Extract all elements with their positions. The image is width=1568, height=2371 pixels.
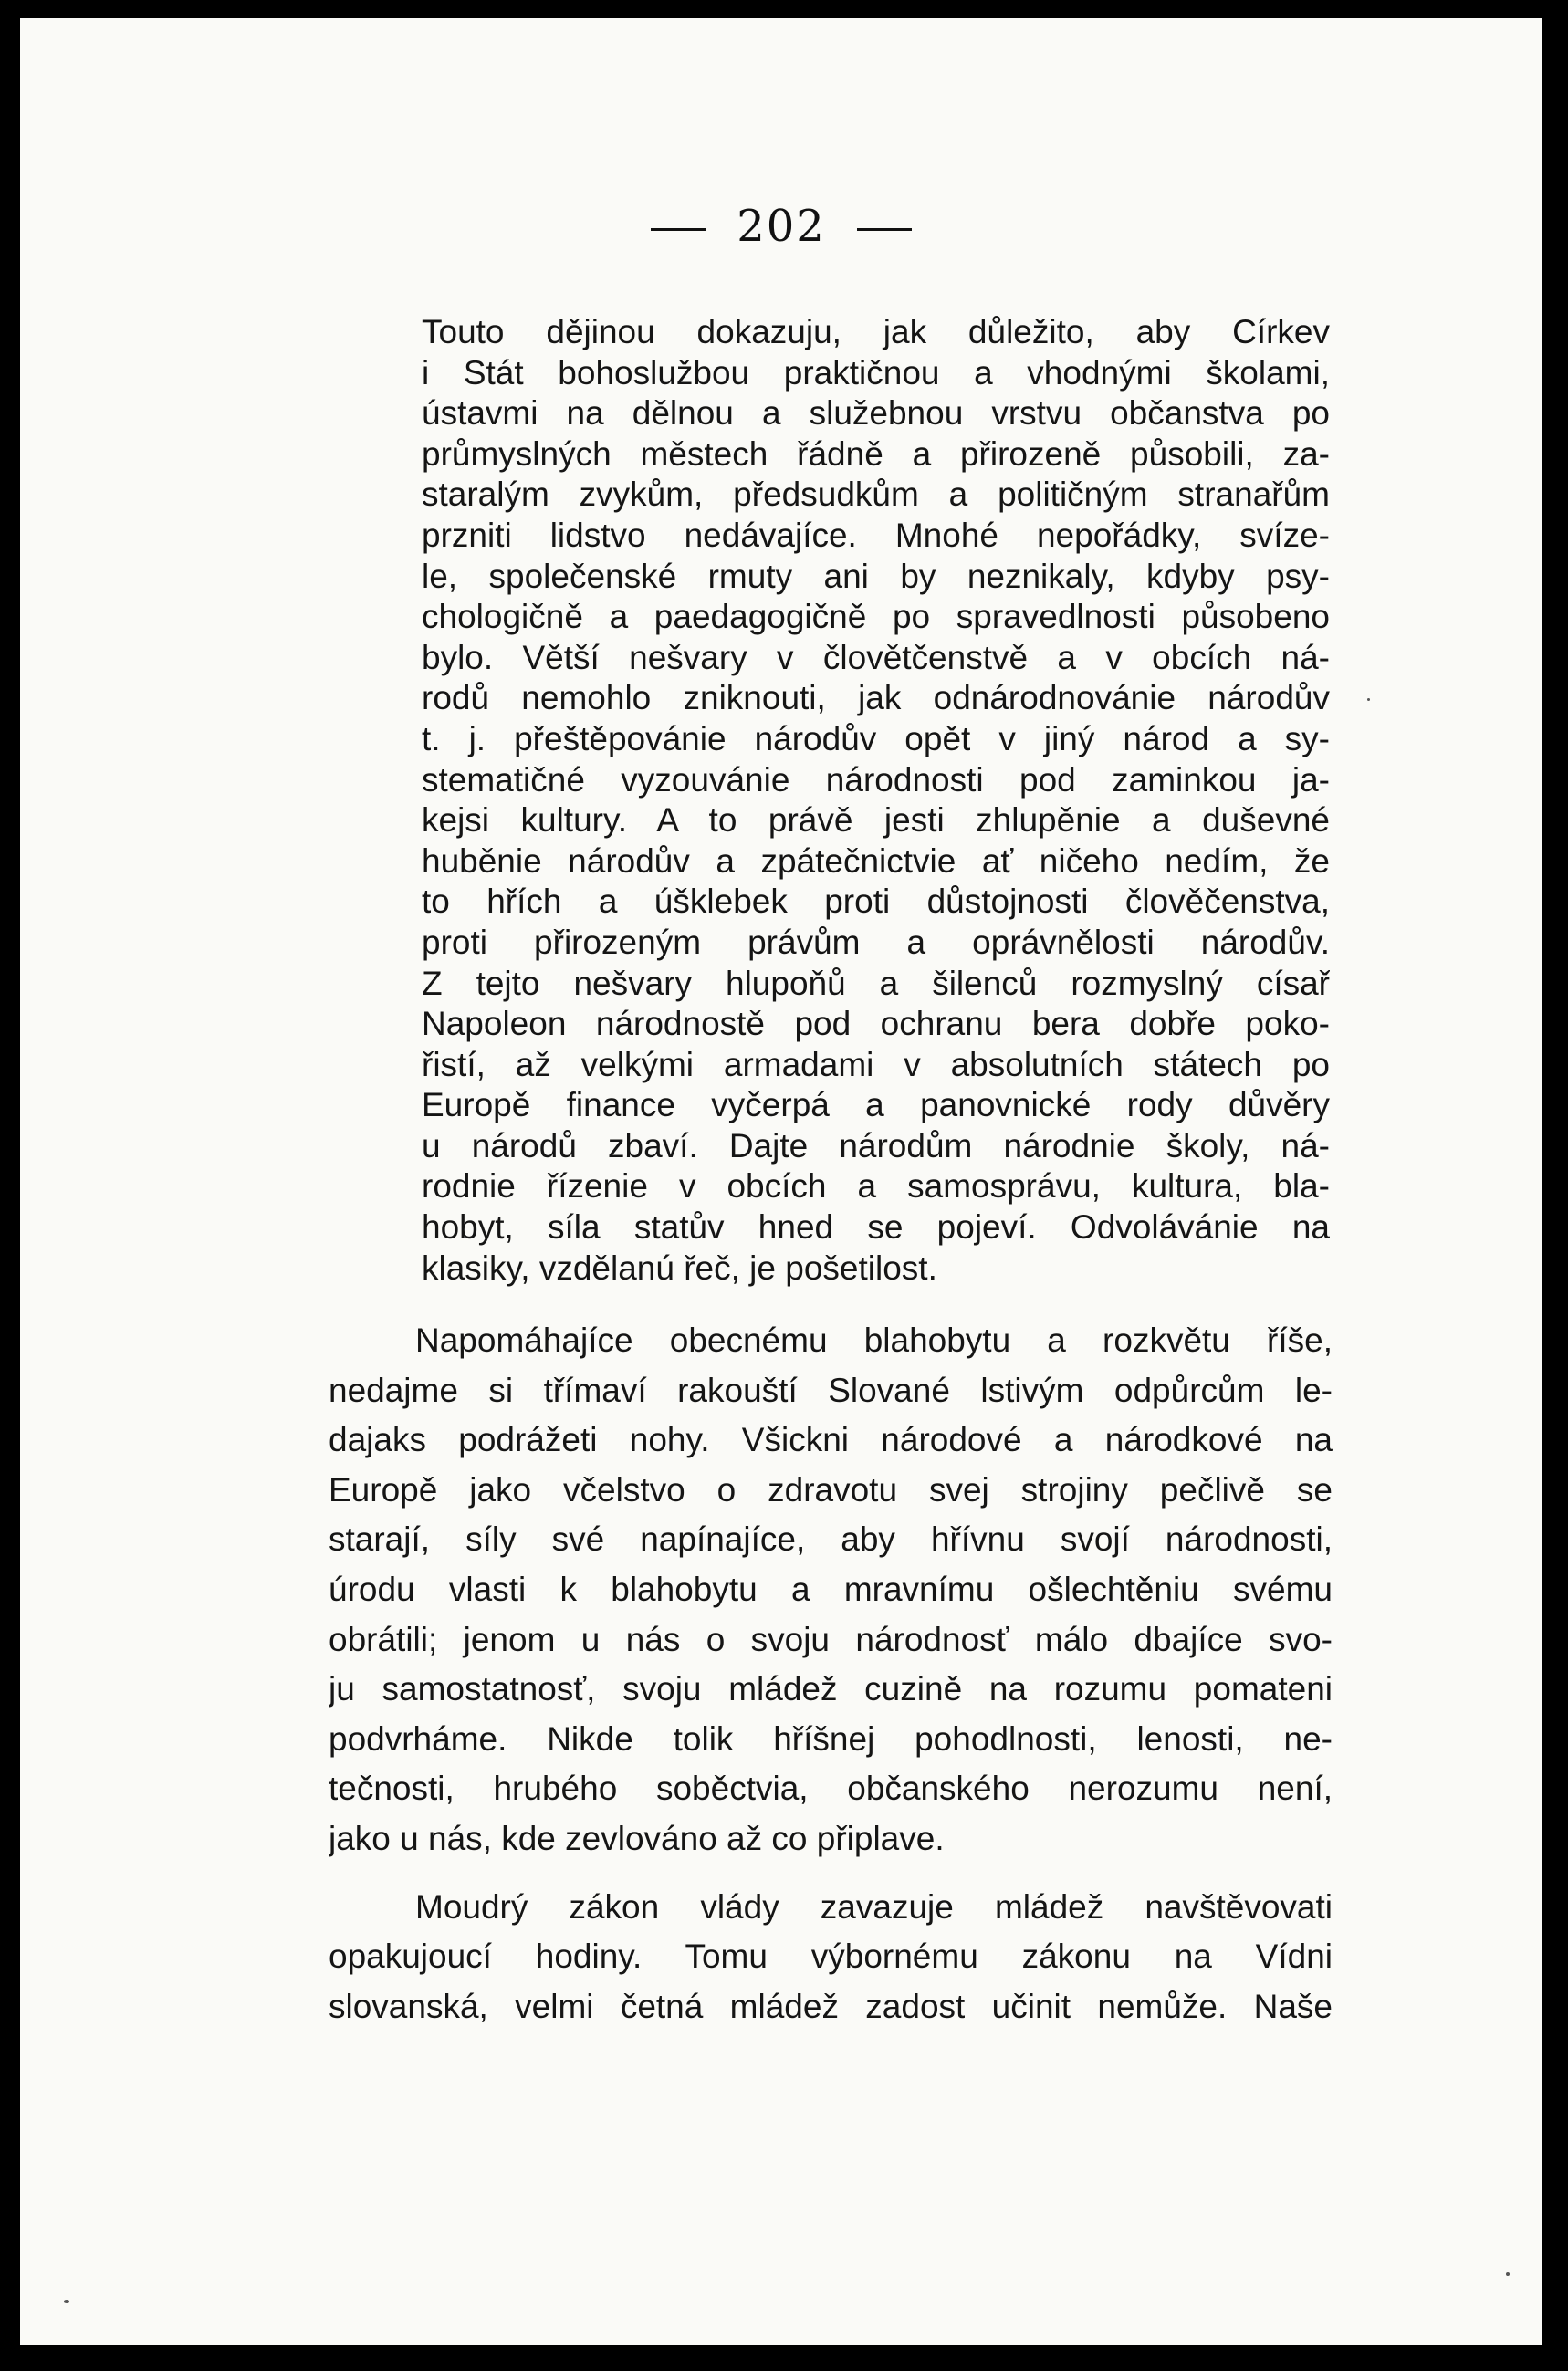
quote-line: staralým zvykům, předsudkům a političným stranařům xyxy=(422,475,1330,514)
paper-speck xyxy=(64,2300,69,2303)
paragraph-gap xyxy=(329,1864,1333,1883)
paragraph-1-line: úrodu vlasti k blahobytu a mravnímu ošlechtěniu svému xyxy=(329,1570,1333,1608)
paragraph-1-line: nedajme si třímaví rakouští Slované lstivým odpůrcům le- xyxy=(329,1371,1333,1409)
paragraph-1-line: tečnosti, hrubého soběctvia, občanského nerozumu není, xyxy=(329,1770,1333,1808)
paper-speck xyxy=(1506,2272,1510,2276)
paragraph-1-line: starají, síly své napínajíce, aby hřívnu svojí národnosti, xyxy=(329,1520,1333,1559)
page-number: 202 xyxy=(737,201,826,252)
quote-line: proti přirozeným právům a oprávnělosti národův. xyxy=(422,923,1330,961)
quote-line: le, společenské rmuty ani by neznikaly, kdyby psy- xyxy=(422,557,1330,595)
paragraph-1-line: dajaks podrážeti nohy. Všickni národové a národkové na xyxy=(329,1421,1333,1459)
quoted-passage xyxy=(422,312,1330,1289)
quote-line: przniti lidstvo nedávajíce. Mnohé nepořádky, svíze- xyxy=(422,516,1330,554)
quote-line: bylo. Větší nešvary v človětčenstvě a v obcích ná- xyxy=(422,638,1330,676)
paragraph-2-line: opakujoucí hodiny. Tomu výbornému zákonu na Vídni xyxy=(329,1938,1333,1976)
quote-line: ústavmi na dělnou a služebnou vrstvu občanstva po xyxy=(422,394,1330,433)
paragraph-2-line: Moudrý zákon vlády zavazuje mládež navštěvovati xyxy=(415,1887,1333,1926)
paragraph-1-line: Europě jako včelstvo o zdravotu svej strojiny pečlivě se xyxy=(329,1470,1333,1509)
quote-line: Europě finance vyčerpá a panovnické rody důvěry xyxy=(422,1086,1330,1124)
quote-line: to hřích a úšklebek proti důstojnosti člověčenstva, xyxy=(422,883,1330,921)
paragraph-1-line: obrátili; jenom u nás o svoju národnosť málo dbajíce svo- xyxy=(329,1620,1333,1658)
book-page xyxy=(20,18,1542,2345)
body-text xyxy=(329,1316,1333,2032)
quote-line: huběnie národův a zpátečnictvie ať ničeho nedím, že xyxy=(422,841,1330,880)
header-dash-right xyxy=(857,228,912,231)
quote-line: Napoleon národnostě pod ochranu bera dobře poko- xyxy=(422,1005,1330,1043)
paragraph-2-line: slovanská, velmi četná mládež zadost učinit nemůže. Naše xyxy=(329,1987,1333,2025)
paragraph-1-line: podvrháme. Nikde tolik hříšnej pohodlnosti, lenosti, ne- xyxy=(329,1719,1333,1758)
quote-line: t. j. přeštěpovánie národův opět v jiný národ a sy- xyxy=(422,719,1330,757)
quote-line: i Stát bohoslužbou praktičnou a vhodnými školami, xyxy=(422,353,1330,392)
page-header xyxy=(20,201,1542,252)
quote-line: chologičně a paedagogičně po spravedlnosti působeno xyxy=(422,598,1330,636)
paragraph-1-line: jako u nás, kde zevlováno až co připlave. xyxy=(329,1819,945,1857)
paragraph-1-line: ju samostatnosť, svoju mládež cuzině na rozumu pomateni xyxy=(329,1670,1333,1708)
quote-line: klasiky, vzdělanú řeč, je pošetilost. xyxy=(422,1248,937,1287)
quote-line: Touto dějinou dokazuju, jak důležito, aby Církev xyxy=(422,313,1330,350)
quote-line: rodů nemohlo zniknouti, jak odnárodnovánie národův xyxy=(422,679,1330,717)
paper-speck xyxy=(1367,698,1370,701)
paragraph-1-line: Napomáhajíce obecnému blahobytu a rozkvětu říše, xyxy=(415,1321,1333,1359)
quote-line: stematičné vyzouvánie národnosti pod zaminkou ja- xyxy=(422,760,1330,799)
quote-line: u národů zbaví. Dajte národům národnie školy, ná- xyxy=(422,1126,1330,1165)
quote-line: rodnie řízenie v obcích a samosprávu, kultura, bla- xyxy=(422,1167,1330,1206)
quote-line: řistí, až velkými armadami v absolutních státech po xyxy=(422,1045,1330,1083)
quote-line: průmyslných městech řádně a přirozeně působili, za- xyxy=(422,434,1330,473)
header-dash-left xyxy=(651,228,706,231)
quote-line: hobyt, síla statův hned se pojeví. Odvolávánie na xyxy=(422,1208,1330,1247)
quote-line: kejsi kultury. A to právě jesti zhlupěnie a duševné xyxy=(422,801,1330,840)
quote-line: Z tejto nešvary hlupoňů a šilenců rozmyslný císař xyxy=(422,964,1330,1002)
